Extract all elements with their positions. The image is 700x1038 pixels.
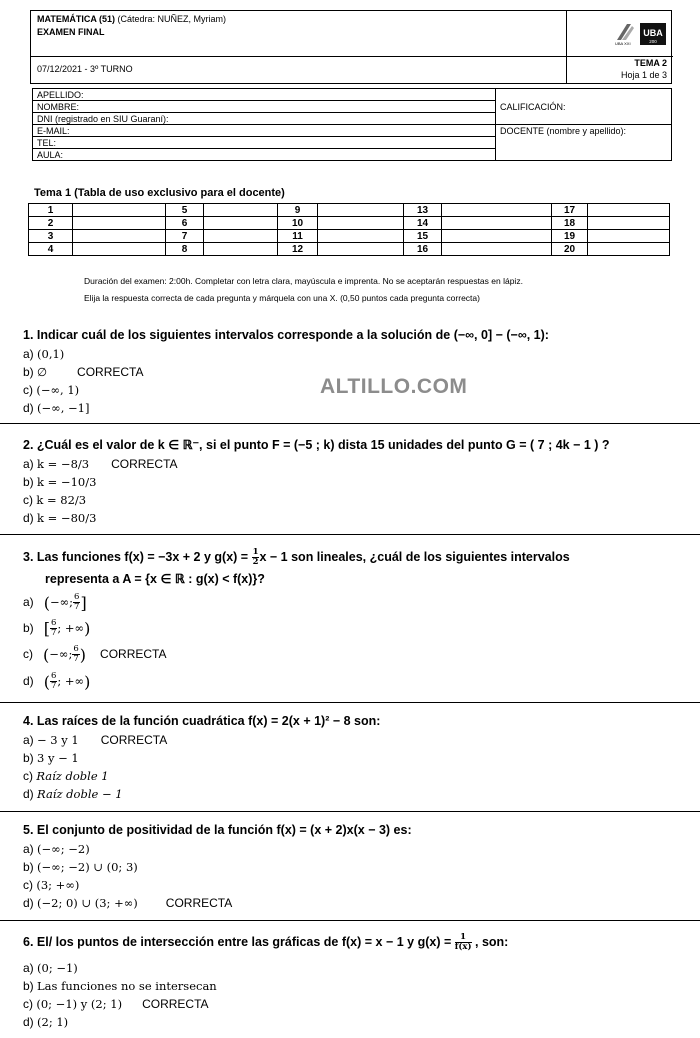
key-cell-num: 4 [29,243,73,256]
question-6-text: 6. El/ los puntos de intersección entre las gráficas de f(x) = x − 1 y g(x) = $\frac{1}{f(x)}$ , son: [23,932,509,952]
student-info-table [32,88,672,161]
option-a[interactable]: a) (0,1) [23,347,65,361]
svg-text:UBA: UBA [643,28,663,38]
correct-mark: CORRECTA [77,365,144,379]
key-cell-answer[interactable] [588,243,670,256]
key-cell-answer[interactable] [442,217,552,230]
key-cell-num: 2 [29,217,73,230]
option-c[interactable]: c) (−∞, 1) [23,383,80,397]
option-a[interactable]: a) − 3 y 1 CORRECTA [23,733,168,747]
key-cell-answer[interactable] [442,243,552,256]
key-cell-num: 1 [29,204,73,217]
option-c[interactable]: c) (0; −1) y (2; 1) CORRECTA [23,997,209,1011]
option-b[interactable]: b) ∅ CORRECTA [23,365,144,379]
key-cell-answer[interactable] [204,204,278,217]
question-6-options [23,959,217,1031]
option-a[interactable]: a) (0; −1) [23,961,78,975]
key-cell-answer[interactable] [73,204,166,217]
correct-mark: CORRECTA [165,896,233,910]
option-d[interactable]: d) k = −80/3 [23,511,97,525]
key-row [29,230,670,243]
option-c[interactable]: c) (3; +∞) [23,878,80,892]
instruction-duration: Duración del examen: 2:00h. Completar con letra clara, mayúscula e imprenta. No se aceptarán respuestas en lápiz. [84,276,523,286]
question-3-text-line2: representa a A = {x ∈ ℝ : g(x) < f(x)}? [45,572,265,586]
exam-header [30,10,672,84]
key-cell-answer[interactable] [73,217,166,230]
key-row [29,204,670,217]
key-cell-num: 10 [278,217,318,230]
key-cell-num: 14 [404,217,442,230]
question-4-options [23,731,167,803]
option-d[interactable]: d) (2; 1) [23,1015,69,1029]
option-b[interactable]: b) 3 y − 1 [23,751,79,765]
key-cell-answer[interactable] [318,204,404,217]
question-1-options [23,345,144,417]
instruction-mark: Elija la respuesta correcta de cada pregunta y márquela con una X. (0,50 puntos cada pregunta correcta) [84,293,480,303]
key-cell-num: 13 [404,204,442,217]
key-cell-answer[interactable] [588,230,670,243]
key-cell-num: 5 [166,204,204,217]
question-5-options [23,840,232,912]
key-table [28,203,670,256]
key-row [29,217,670,230]
divider [0,702,700,703]
key-cell-answer[interactable] [442,204,552,217]
key-cell-answer[interactable] [588,217,670,230]
key-cell-answer[interactable] [73,243,166,256]
option-d[interactable]: d) (−∞, −1] [23,401,90,415]
option-d[interactable]: d) Raíz doble − 1 [23,787,123,801]
key-cell-num: 9 [278,204,318,217]
divider [0,811,700,812]
option-b[interactable]: b) [ $\frac{6}{7}$ ; +∞) [23,618,91,639]
correct-mark: CORRECTA [142,997,209,1011]
key-cell-answer[interactable] [442,230,552,243]
option-b[interactable]: b) Las funciones no se intersecan [23,979,217,993]
key-cell-num: 20 [552,243,588,256]
option-a[interactable]: a) (−∞; $\frac{6}{7}$ ] [23,592,87,613]
key-cell-answer[interactable] [588,204,670,217]
key-row [29,243,670,256]
key-cell-answer[interactable] [318,230,404,243]
field-aula[interactable]: AULA: [33,149,496,161]
subject-line: MATEMÁTICA (51) (Cátedra: NUÑEZ, Myriam) [37,14,227,24]
field-email[interactable]: E-MAIL: [33,125,496,137]
question-1-text: 1. Indicar cuál de los siguientes intervalos corresponde a la solución de (−∞, 0] − (−∞, 1): [23,328,549,342]
svg-text:200: 200 [649,39,657,44]
key-table-title: Tema 1 (Tabla de uso exclusivo para el docente) [34,187,285,199]
field-apellido[interactable]: APELLIDO: [33,89,496,101]
key-cell-answer[interactable] [204,230,278,243]
field-dni[interactable]: DNI (registrado en SIU Guaraní): [33,113,496,125]
key-cell-answer[interactable] [318,217,404,230]
option-b[interactable]: b) k = −10/3 [23,475,97,489]
teacher-field[interactable]: DOCENTE (nombre y apellido): [496,125,672,161]
option-c[interactable]: c) (−∞; $\frac{6}{7}$ ) CORRECTA [23,644,167,665]
option-b[interactable]: b) (−∞; −2) ∪ (0; 3) [23,860,138,874]
correct-mark: CORRECTA [111,457,178,471]
key-cell-num: 3 [29,230,73,243]
field-tel[interactable]: TEL: [33,137,496,149]
question-3-options [23,590,166,695]
svg-text:UBA XXI: UBA XXI [615,41,631,46]
key-cell-num: 6 [166,217,204,230]
watermark: ALTILLO.COM [320,375,468,398]
uba-logo [613,22,667,46]
exam-date: 07/12/2021 - 3º TURNO [37,64,133,74]
option-c[interactable]: c) Raíz doble 1 [23,769,109,783]
option-a[interactable]: a) k = −8/3 CORRECTA [23,457,178,471]
question-4-text: 4. Las raíces de la función cuadrática f(x) = 2(x + 1)² − 8 son: [23,714,381,728]
key-cell-answer[interactable] [73,230,166,243]
key-cell-answer[interactable] [204,243,278,256]
divider [0,423,700,424]
grade-field[interactable]: CALIFICACIÓN: [496,89,672,125]
field-nombre[interactable]: NOMBRE: [33,101,496,113]
key-cell-num: 12 [278,243,318,256]
key-cell-num: 11 [278,230,318,243]
key-cell-num: 18 [552,217,588,230]
key-cell-answer[interactable] [318,243,404,256]
key-cell-num: 17 [552,204,588,217]
correct-mark: CORRECTA [100,733,168,747]
question-2-text: 2. ¿Cuál es el valor de k ∈ ℝ⁻, si el punto F = (−5 ; k) dista 15 unidades del punto G = ( 7 ; 4k − 1 ) ? [23,438,610,452]
option-d[interactable]: d) (−2; 0) ∪ (3; +∞) CORRECTA [23,896,233,910]
key-cell-num: 7 [166,230,204,243]
divider [0,534,700,535]
correct-mark: CORRECTA [100,647,167,661]
option-a[interactable]: a) (−∞; −2) [23,842,90,856]
key-cell-num: 15 [404,230,442,243]
question-5-text: 5. El conjunto de positividad de la función f(x) = (x + 2)x(x − 3) es: [23,823,412,837]
question-2-options [23,455,178,527]
exam-type: EXAMEN FINAL [37,27,105,37]
key-cell-answer[interactable] [204,217,278,230]
option-c[interactable]: c) k = 82/3 [23,493,87,507]
option-d[interactable]: d) ( $\frac{6}{7}$ ; +∞) [23,671,91,692]
page-number: Hoja 1 de 3 [620,70,667,80]
question-3-text: 3. Las funciones f(x) = −3x + 2 y g(x) = $\frac{1}{2}$ x − 1 son lineales, ¿cuál de los siguientes intervalos [23,547,570,567]
key-cell-num: 16 [404,243,442,256]
divider [0,920,700,921]
tema-label: TEMA 2 [634,58,667,68]
key-cell-num: 8 [166,243,204,256]
key-cell-num: 19 [552,230,588,243]
